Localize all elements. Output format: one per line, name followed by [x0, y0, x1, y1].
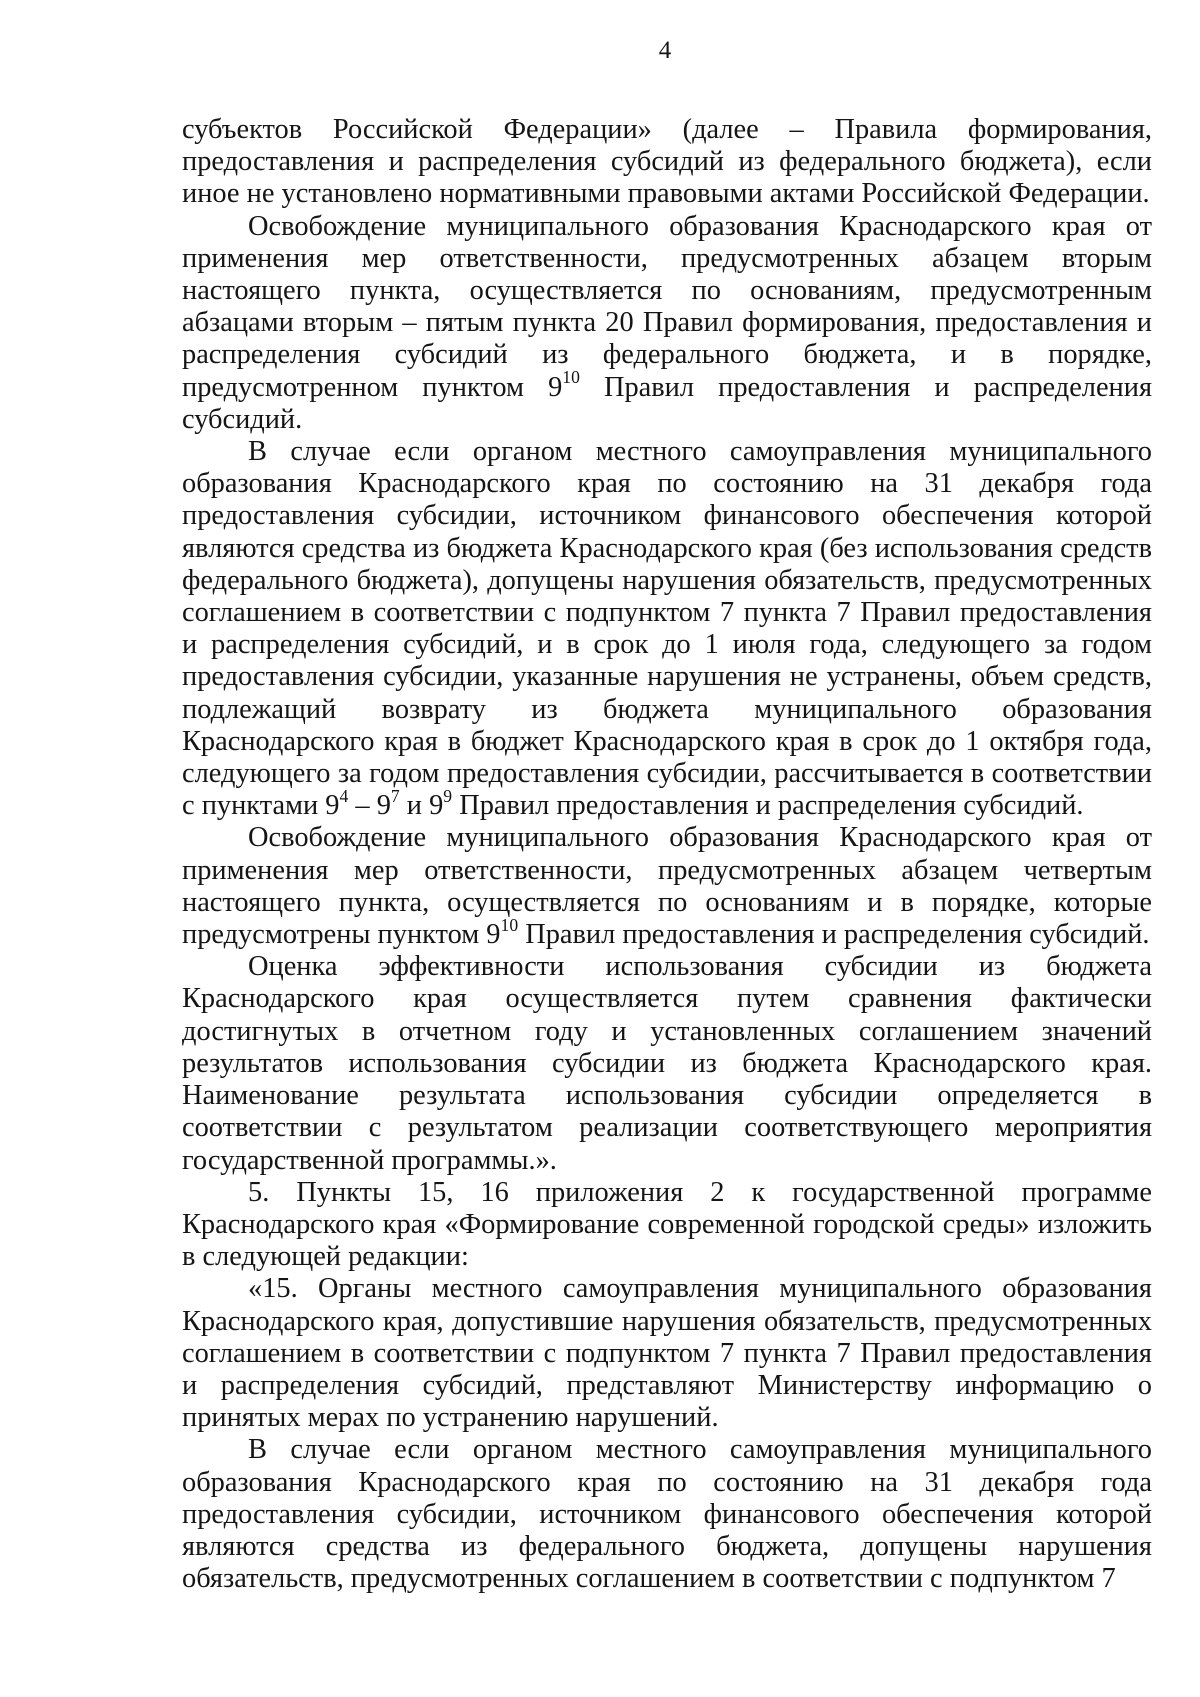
paragraph — [182, 1177, 1152, 1274]
superscript: 7 — [390, 786, 400, 807]
paragraph — [182, 1434, 1152, 1595]
superscript: 10 — [500, 914, 519, 935]
paragraph — [182, 822, 1152, 951]
superscript: 9 — [443, 786, 453, 807]
paragraph — [182, 1273, 1152, 1434]
superscript: 10 — [562, 367, 580, 388]
paragraph — [182, 114, 1152, 211]
paragraph — [182, 436, 1152, 822]
text-run: Оценка эффективности использования субсидии из бюджета Краснодарского края осуществляется путем сравнения фактически достигнутых в отчетном году и установленных соглашением значений результатов использования субсидии из бюджета Краснодарского края. Наименование результата использования субсидии определяется в соответствии с результатом реализации соответствующего мероприятия государственной программы.». — [182, 951, 1152, 1176]
page-number: 4 — [658, 37, 672, 64]
text-run: субъектов Российской Федерации» (далее – Правила формирования, предоставления и распределения субсидий из федерального бюджета), если иное не установлено нормативными правовыми актами Российской Федерации. — [182, 114, 1152, 210]
text-run: Правил предоставления и распределения субсидий. — [518, 919, 1150, 951]
text-run: В случае если органом местного самоуправления муниципального образования Краснодарского края по состоянию на 31 декабря года предоставления субсидии, источником финансового обеспечения которой являются средства из бюджета Краснодарского края (без использования средств федерального бюджета), допущены нарушения обязательств, предусмотренных соглашением в соответствии с подпунктом 7 пункта 7 Правил предоставления и распределения субсидий, и в срок до 1 июля года, следующего за годом предоставления субсидии, указанные нарушения не устранены, объем средств, подлежащий возврату из бюджета муниципального образования Краснодарского края в бюджет Краснодарского края в срок до 1 октября года, следующего за годом предоставления субсидии, рассчитывается в соответствии с пунктами 9 — [182, 436, 1152, 822]
text-run: Освобождение муниципального образования Краснодарского края от применения мер ответственности, предусмотренных абзацем четвертым настоящего пункта, осуществляется по основаниям и в порядке, которые предусмотрены пунктом 9 — [182, 822, 1152, 951]
text-run: Правил предоставления и распределения субсидий. — [182, 371, 1153, 435]
text-run: В случае если органом местного самоуправления муниципального образования Краснодарского края по состоянию на 31 декабря года предоставления субсидии, источником финансового обеспечения которой являются средства из федерального бюджета, допущены нарушения обязательств, предусмотренных соглашением в соответствии с подпунктом 7 — [182, 1434, 1152, 1595]
text-run: – 9 — [348, 790, 391, 822]
document-body — [182, 114, 1152, 1595]
paragraph — [182, 951, 1152, 1176]
superscript: 4 — [339, 786, 349, 807]
paragraph — [182, 211, 1152, 436]
text-run: 5. Пункты 15, 16 приложения 2 к государственной программе Краснодарского края «Формирование современной городской среды» изложить в следующей редакции: — [182, 1176, 1152, 1273]
text-run: «15. Органы местного самоуправления муниципального образования Краснодарского края, допустившие нарушения обязательств, предусмотренных соглашением в соответствии с подпунктом 7 пункта 7 Правил предоставления и распределения субсидий, представляют Министерству информацию о принятых мерах по устранению нарушений. — [182, 1273, 1152, 1434]
text-run: и 9 — [399, 790, 444, 822]
text-run: Освобождение муниципального образования Краснодарского края от применения мер ответственности, предусмотренных абзацем вторым настоящего пункта, осуществляется по основаниям, предусмотренным абзацами вторым – пятым пункта 20 Правил формирования, предоставления и распределения субсидий из федерального бюджета, и в порядке, предусмотренном пунктом 9 — [182, 210, 1152, 403]
text-run: Правил предоставления и распределения субсидий. — [452, 790, 1084, 822]
